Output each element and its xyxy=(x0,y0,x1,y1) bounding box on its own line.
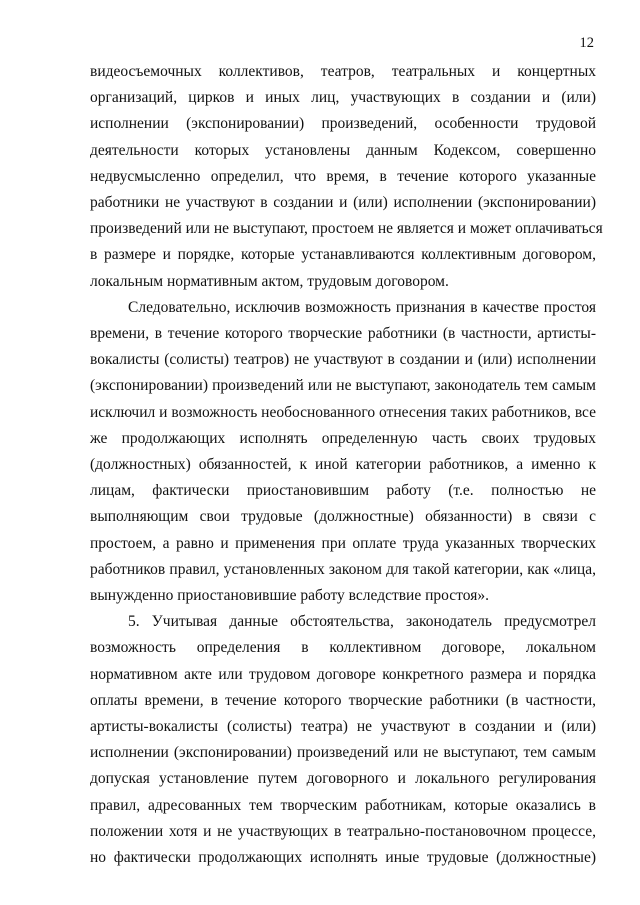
text-line: видеосъемочных коллективов, театров, театральных и концертных xyxy=(90,63,596,80)
text-line: нормативном акте или трудовом договоре конкретного размера и порядка xyxy=(90,665,596,683)
text-line: работники не участвуют в создании и (или) исполнении (экспонировании) xyxy=(90,194,596,212)
text-line: возможность определения в коллективном договоре, локальном xyxy=(90,639,596,657)
text-line: простоем, а равно и применения при оплате труда указанных творческих xyxy=(90,534,596,552)
document-body xyxy=(90,59,603,871)
text-line: времени, в течение которого творческие работники (в частности, артисты- xyxy=(90,325,596,343)
page-number: 12 xyxy=(579,35,594,51)
text-line: же продолжающих исполнять определенную часть своих трудовых xyxy=(90,429,596,447)
text-line: лицам, фактически приостановившим работу (т.е. полностью не xyxy=(90,482,596,500)
text-line: исполнении (экспонировании) произведений или не выступают, тем самым xyxy=(90,744,596,762)
text-line: произведений или не выступают, простоем не является и может оплачиваться xyxy=(90,220,603,238)
text-line: исполнении (экспонировании) произведений, особенности трудовой xyxy=(90,115,596,133)
text-line: работников правил, установленных законом для такой категории, как «лица, xyxy=(90,560,596,578)
text-line: вокалисты (солисты) театров) не участвуют в создании и (или) исполнении xyxy=(90,351,596,369)
text-line: оплаты времени, в течение которого творческие работники (в частности, xyxy=(90,691,596,709)
paragraph xyxy=(90,295,596,609)
text-line: артисты-вокалисты (солисты) театра) не участвуют в создании и (или) xyxy=(90,718,596,736)
text-line: 5. Учитывая данные обстоятельства, законодатель предусмотрел xyxy=(128,613,596,631)
text-line: организаций, цирков и иных лиц, участвующих в создании и (или) xyxy=(90,89,596,107)
text-line: (должностных) обязанностей, к иной категории работников, а именно к xyxy=(90,456,596,474)
text-line: положении хотя и не участвующих в театрально-постановочном процессе, xyxy=(90,822,596,840)
text-line: (экспонировании) произведений или не выступают, законодатель тем самым xyxy=(90,377,596,395)
text-line: локальным нормативным актом, трудовым договором. xyxy=(90,272,449,290)
text-line: вынужденно приостановившие работу вследствие простоя». xyxy=(90,587,489,605)
text-line: допуская установление путем договорного и локального регулирования xyxy=(90,770,596,788)
text-line: в размере и порядке, которые устанавливаются коллективным договором, xyxy=(90,246,596,264)
text-line: исключил и возможность необоснованного отнесения таких работников, все xyxy=(90,403,596,421)
paragraph xyxy=(90,609,596,871)
paragraph xyxy=(90,59,603,295)
text-line: деятельности которых установлены данным Кодексом, совершенно xyxy=(90,141,596,159)
text-line: Следовательно, исключив возможность признания в качестве простоя xyxy=(128,298,596,316)
text-line: выполняющим свои трудовые (должностные) обязанности) в связи с xyxy=(90,508,596,526)
text-line: правил, адресованных тем творческим работникам, которые оказались в xyxy=(90,796,596,814)
text-line: недвусмысленно определил, что время, в течение которого указанные xyxy=(90,167,596,185)
text-line: но фактически продолжающих исполнять иные трудовые (должностные) xyxy=(90,849,596,867)
